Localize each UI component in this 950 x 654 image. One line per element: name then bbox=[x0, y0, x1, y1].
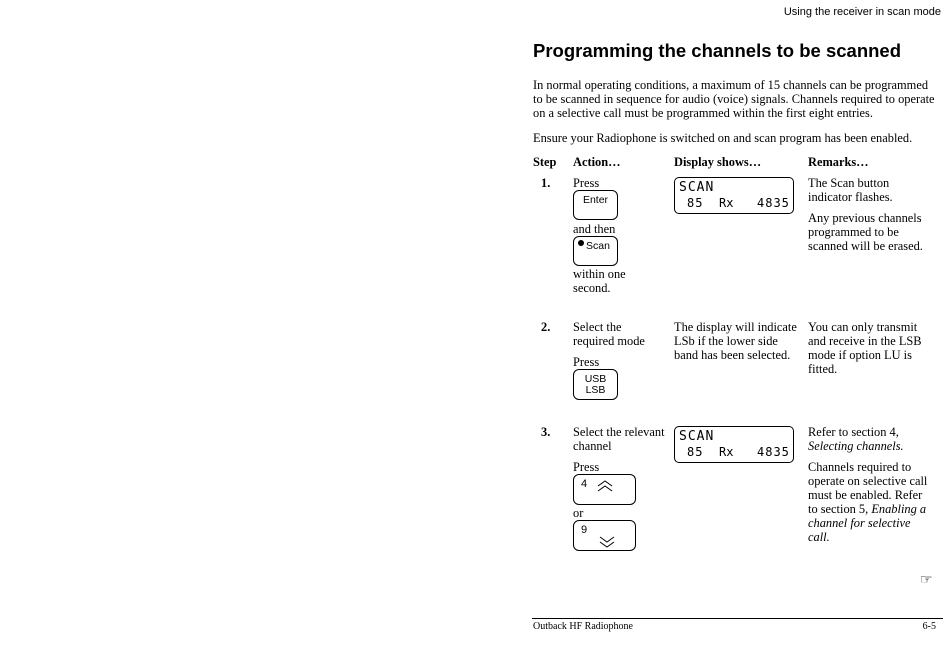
chevron-up-icon bbox=[596, 479, 614, 493]
pointing-hand-icon: ☞ bbox=[920, 573, 933, 588]
step-display-text: The display will indicate LSb if the lower side band has been selected. bbox=[674, 320, 797, 362]
lcd-channel: 85 bbox=[687, 445, 704, 459]
lcd-display bbox=[674, 426, 794, 463]
intro-paragraph-2: Ensure your Radiophone is switched on and scan program has been enabled. bbox=[533, 131, 913, 145]
step-action-text: Select the required mode bbox=[573, 320, 645, 348]
step-action-text: Press bbox=[573, 176, 600, 190]
step-action-text: Select the relevant channel bbox=[573, 425, 665, 453]
lcd-line1: SCAN bbox=[679, 429, 715, 444]
step-remark bbox=[808, 460, 932, 544]
step-remark bbox=[808, 425, 933, 453]
usb-key-label: USB bbox=[584, 373, 607, 385]
step-action-text: or bbox=[573, 506, 584, 520]
enter-key bbox=[573, 190, 618, 220]
running-head: Using the receiver in scan mode bbox=[783, 6, 941, 18]
step-number: 3. bbox=[541, 425, 551, 439]
remark-text: Channels required to operate on selective call must be enabled. Refer to section 5, bbox=[808, 460, 928, 516]
col-header-display: Display shows… bbox=[674, 155, 762, 169]
chevron-down-icon bbox=[598, 535, 616, 549]
enter-key-label: Enter bbox=[582, 194, 609, 206]
lcd-frequency: 4835 bbox=[757, 196, 790, 210]
lcd-mode: Rx bbox=[719, 445, 734, 459]
remark-text: Refer to section 4, bbox=[808, 425, 899, 439]
remark-reference: Enabling a channel for selective call. bbox=[808, 502, 927, 544]
lcd-mode: Rx bbox=[719, 196, 734, 210]
col-header-remarks: Remarks… bbox=[808, 155, 869, 169]
intro-paragraph: In normal operating conditions, a maximum of 15 channels can be programmed to be scanned in sequence for audio (voice) signals. Channels required to operate on a selective call must be programmed within the first eight entries. bbox=[533, 78, 935, 120]
footer-product-name: Outback HF Radiophone bbox=[533, 621, 633, 632]
lcd-frequency: 4835 bbox=[757, 445, 790, 459]
indicator-dot-icon bbox=[578, 240, 584, 246]
page-title: Programming the channels to be scanned bbox=[533, 40, 902, 61]
step-remark: You can only transmit and receive in the LSB mode if option LU is fitted. bbox=[808, 320, 922, 376]
lcd-display bbox=[674, 177, 794, 214]
lcd-channel: 85 bbox=[687, 196, 704, 210]
step-action-text: second. bbox=[573, 281, 611, 295]
scan-key bbox=[573, 236, 618, 266]
col-header-step: Step bbox=[533, 155, 557, 169]
remark-reference: Selecting channels. bbox=[808, 439, 904, 453]
footer-rule bbox=[532, 618, 943, 619]
channel-down-key bbox=[573, 520, 636, 551]
step-number: 1. bbox=[541, 176, 551, 190]
page-number: 6-5 bbox=[922, 621, 936, 632]
key-digit: 9 bbox=[581, 524, 588, 536]
key-digit: 4 bbox=[581, 478, 588, 490]
lcd-line1: SCAN bbox=[679, 180, 715, 195]
step-action-text: Press bbox=[573, 460, 600, 474]
col-header-action: Action… bbox=[573, 155, 621, 169]
step-action-text: Press bbox=[573, 355, 600, 369]
channel-up-key bbox=[573, 474, 636, 505]
usb-lsb-key bbox=[573, 369, 618, 400]
step-action-text: and then bbox=[573, 222, 616, 236]
step-action-text: within one bbox=[573, 267, 626, 281]
step-remark: The Scan button indicator flashes. bbox=[808, 176, 893, 204]
step-remark: Any previous channels programmed to be scanned will be erased. bbox=[808, 211, 923, 253]
lsb-key-label: LSB bbox=[585, 384, 606, 396]
step-number: 2. bbox=[541, 320, 551, 334]
scan-key-label: Scan bbox=[586, 240, 610, 252]
